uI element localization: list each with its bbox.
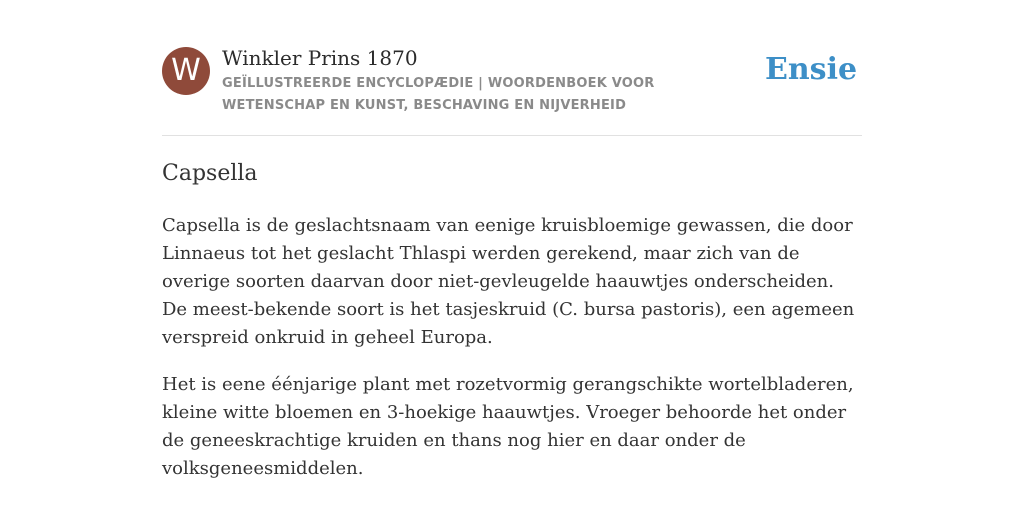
article-title: Capsella — [162, 161, 258, 186]
article-paragraph: Capsella is de geslachtsnaam van eenige kruisbloemige gewassen, die door Linnaeus tot het geslacht Thlaspi werden gerekend, maar zich van de overige soorten daarvan door niet-gevleugelde haauwtjes onderscheiden. De meest-bekende soort is het tasjeskruid (C. bursa pastoris), een agemeen verspreid onkruid in geheel Europa. — [162, 215, 855, 348]
source-header — [162, 46, 862, 136]
source-avatar[interactable]: W — [162, 47, 210, 95]
article-paragraph: Het is eene éénjarige plant met rozetvormig gerangschikte wortelbladeren, kleine witte bloemen en 3-hoekige haauwtjes. Vroeger behoorde het onder de geneeskrachtige kruiden en thans nog hier en daar onder de volksgeneesmiddelen. — [162, 374, 854, 479]
header-divider — [162, 135, 862, 136]
source-subtitle: GEÏLLUSTREERDE ENCYCLOPÆDIE | WOORDENBOEK VOOR WETENSCHAP EN KUNST, BESCHAVING EN NIJVERHEID — [222, 76, 655, 113]
ensie-logo[interactable]: Ensie — [765, 52, 858, 87]
source-title[interactable]: Winkler Prins 1870 — [222, 46, 418, 70]
